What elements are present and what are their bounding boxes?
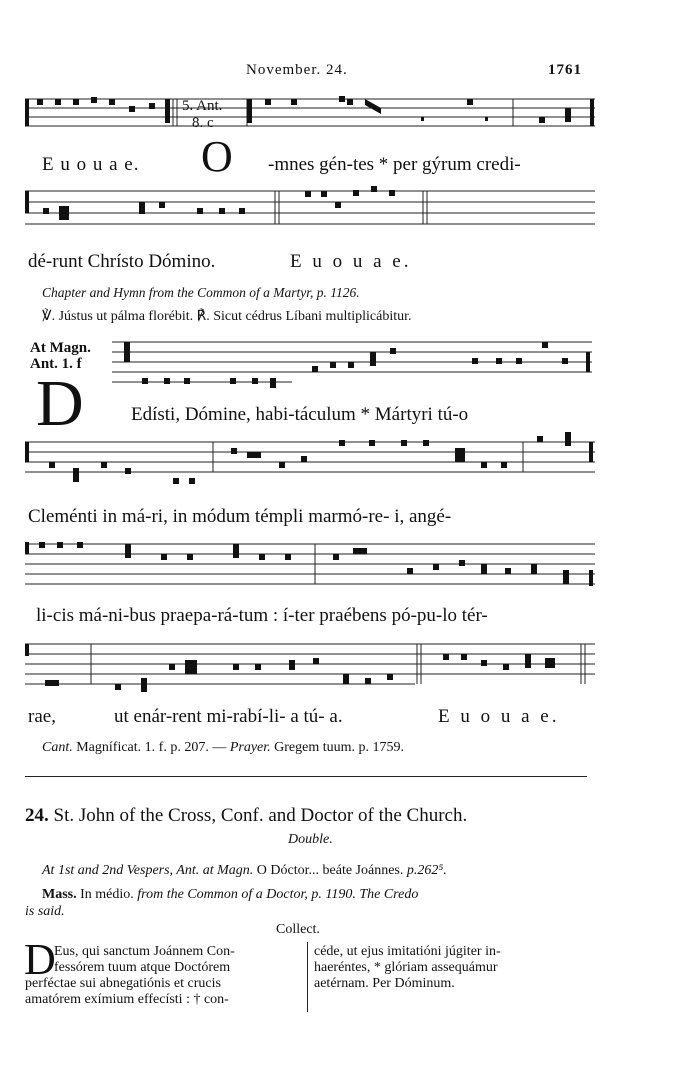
vespers-label: At 1st and 2nd Vespers, Ant. at Magn. xyxy=(42,863,254,878)
euouae-2: E u o u a e. xyxy=(290,251,412,272)
mass-label: Mass. xyxy=(42,887,77,902)
initial-d: D xyxy=(36,367,84,440)
chant-staff-1 xyxy=(25,96,595,136)
credo-line-2: is said. xyxy=(25,904,65,919)
feast-title: St. John of the Cross, Conf. and Doctor of the Church. xyxy=(53,805,468,826)
collect-left-line-3: perféctae sui abnegatiónis et crucis xyxy=(25,976,221,991)
collect-right-line-1: céde, ut ejus imitatióni júgiter in- xyxy=(314,944,501,959)
lyrics-line-5: li-cis má-ni-bus praepa-rá-tum : í-ter praébens pó-pu-lo tér- xyxy=(36,605,488,626)
vespers-line xyxy=(42,863,447,879)
euouae-3: E u o u a e. xyxy=(438,706,560,727)
initial-o: O xyxy=(201,132,233,181)
credo-line-1: The Credo xyxy=(359,887,419,902)
lyrics-line-6b: ut enár-rent mi-rabí-li- a tú- a. xyxy=(114,706,343,727)
feast-rank: Double. xyxy=(288,832,333,847)
chant-staff-6 xyxy=(25,638,595,698)
versicle-response: ℣. Jústus ut pálma florébit. ℟. Sicut cédrus Líbani multiplicábitur. xyxy=(42,309,412,324)
mass-page: p. 1190. xyxy=(311,887,356,902)
cant-label: Cant. xyxy=(42,740,73,755)
lyrics-line-4: Cleménti in má-ri, in módum témpli marmó-re- i, angé- xyxy=(28,506,452,527)
magnificat-label: At Magn. xyxy=(30,340,91,356)
collect-left-line-1: Eus, qui sanctum Joánnem Con- xyxy=(54,944,235,959)
canticle-prayer-note xyxy=(42,740,404,756)
collect-left-bottom xyxy=(25,976,302,1008)
euouae-1: E u o u a e. xyxy=(42,154,140,175)
collect-right-line-3: aetérnam. Per Dóminum. xyxy=(314,976,455,991)
lyrics-line-3: Edísti, Dómine, habi-táculum * Mártyri tú-o xyxy=(131,404,469,425)
mass-text: In médio. xyxy=(80,887,134,902)
chapter-hymn-note: Chapter and Hymn from the Common of a Martyr, p. 1126. xyxy=(42,285,360,300)
mass-line xyxy=(42,887,418,903)
collect-left-top xyxy=(54,944,302,976)
collect-heading: Collect. xyxy=(276,922,320,937)
antiphon-number: 5. Ant. xyxy=(182,98,223,114)
prayer-label: Prayer. xyxy=(229,740,271,755)
collect-right xyxy=(314,944,586,992)
feast-heading xyxy=(25,805,467,827)
collect-right-line-2: haeréntes, * glóriam assequámur xyxy=(314,960,498,975)
vespers-text: O Dóctor... beáte Joánnes. xyxy=(256,863,404,878)
collect-left-line-4: amatórem exímium effecísti : † con- xyxy=(25,992,229,1007)
section-divider xyxy=(25,776,587,777)
magnificat-mode: Ant. 1. f xyxy=(30,356,82,372)
collect-initial: D xyxy=(24,935,56,984)
chant-staff-2 xyxy=(25,186,595,232)
feast-number: 24. xyxy=(25,805,49,826)
vespers-ref: p.262⁵. xyxy=(406,863,447,878)
lyrics-line-6a: rae, xyxy=(28,706,56,727)
cant-text: Magníficat. 1. f. p. 207. — xyxy=(76,740,227,755)
mass-from: from the Common of a Doctor, xyxy=(137,887,308,902)
chant-staff-5 xyxy=(25,538,595,588)
chant-staff-3 xyxy=(112,338,592,398)
running-header-date: November. 24. xyxy=(246,62,348,78)
chant-staff-4 xyxy=(25,428,595,490)
lyrics-line-1: -mnes gén-tes * per gýrum credi- xyxy=(268,154,521,175)
lyrics-line-2: dé-runt Chrísto Dómino. xyxy=(28,251,216,272)
collect-left-line-2: fessórem tuum atque Doctórem xyxy=(54,960,231,975)
page-number: 1761 xyxy=(548,62,582,78)
column-divider xyxy=(307,942,308,1012)
prayer-text: Gregem tuum. p. 1759. xyxy=(274,740,405,755)
antiphon-mode: 8. c xyxy=(192,115,214,131)
